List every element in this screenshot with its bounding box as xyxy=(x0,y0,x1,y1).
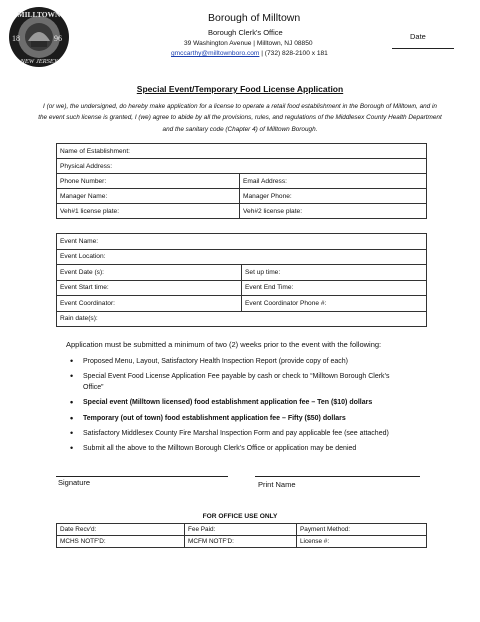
license-number-field[interactable]: License #: xyxy=(297,536,427,548)
signature-label: Signature xyxy=(58,478,91,487)
list-item: • Submit all the above to the Milltown Borough Clerk’s Office or application may be denied xyxy=(70,443,410,454)
phone-text: | (732) 828-2100 x 181 xyxy=(259,50,328,57)
contact-line xyxy=(171,50,328,57)
print-name-line[interactable] xyxy=(255,476,420,477)
event-table xyxy=(56,233,427,327)
physical-address-field[interactable]: Physical Address: xyxy=(57,159,427,174)
coordinator-phone-field[interactable]: Event Coordinator Phone #: xyxy=(242,296,427,312)
event-end-field[interactable]: Event End Time: xyxy=(242,280,427,296)
event-coordinator-field[interactable]: Event Coordinator: xyxy=(57,296,242,312)
veh1-plate-field[interactable]: Veh#1 license plate: xyxy=(57,204,240,219)
requirements-list xyxy=(70,356,410,458)
list-item: • Proposed Menu, Layout, Satisfactory Health Inspection Report (provide copy of each) xyxy=(70,356,410,367)
borough-seal xyxy=(6,5,72,69)
office-use-table xyxy=(56,523,427,548)
seal-bottom-text: NEW JERSEY xyxy=(20,58,58,65)
org-name: Borough of Milltown xyxy=(208,12,301,24)
seal-top-text: MILLTOWN xyxy=(17,10,61,19)
fee-paid-field[interactable]: Fee Paid: xyxy=(185,524,297,536)
payment-method-field[interactable]: Payment Method: xyxy=(297,524,427,536)
office-use-heading: FOR OFFICE USE ONLY xyxy=(202,513,278,520)
setup-time-field[interactable]: Set up time: xyxy=(242,265,427,281)
event-name-field[interactable]: Event Name: xyxy=(57,234,427,250)
mcfm-notified-field[interactable]: MCFM NOTF'D: xyxy=(185,536,297,548)
event-start-field[interactable]: Event Start time: xyxy=(57,280,242,296)
veh2-plate-field[interactable]: Veh#2 license plate: xyxy=(240,204,427,219)
submission-note: Application must be submitted a minimum of two (2) weeks prior to the event with the following: xyxy=(66,340,382,349)
seal-right-text: 96 xyxy=(54,34,62,43)
seal-left-text: 18 xyxy=(12,34,20,43)
list-item: • Temporary (out of town) food establishment application fee – Fifty ($50) dollars xyxy=(70,413,410,424)
form-title: Special Event/Temporary Food License Application xyxy=(136,84,344,94)
office-address: 39 Washington Avenue | Milltown, NJ 08850 xyxy=(184,40,313,47)
manager-phone-field[interactable]: Manager Phone: xyxy=(240,189,427,204)
list-item: • Satisfactory Middlesex County Fire Marshal Inspection Form and pay applicable fee (see attached) xyxy=(70,428,410,439)
phone-number-field[interactable]: Phone Number: xyxy=(57,174,240,189)
manager-name-field[interactable]: Manager Name: xyxy=(57,189,240,204)
print-name-label: Print Name xyxy=(258,480,296,489)
date-label: Date xyxy=(410,32,426,41)
rain-dates-field[interactable]: Rain date(s): xyxy=(57,311,427,327)
list-item: • Special Event Food License Application Fee payable by cash or check to “Milltown Borough Clerk’s Office” xyxy=(70,371,410,394)
establishment-table xyxy=(56,143,427,219)
date-field-line[interactable] xyxy=(392,48,454,49)
event-dates-field[interactable]: Event Date (s): xyxy=(57,265,242,281)
list-item: • Special event (Milltown licensed) food establishment application fee – Ten ($10) dollars xyxy=(70,397,410,408)
email-link[interactable]: gmccarthy@milltownboro.com xyxy=(171,50,260,57)
signature-line[interactable] xyxy=(56,476,228,477)
date-received-field[interactable]: Date Recv'd: xyxy=(57,524,185,536)
email-address-field[interactable]: Email Address: xyxy=(240,174,427,189)
intro-paragraph: I (or we), the undersigned, do hereby make application for a license to operate a retail food establishment in the Borough of Milltown, and in the event such license is granted, I (we) agree to abide by all the provisions, rules, and regulations of the Middlesex County Health Department and the sanitary code (Chapter 4) of Milltown Borough. xyxy=(38,103,442,133)
establishment-name-field[interactable]: Name of Establishment: xyxy=(57,144,427,159)
mchs-notified-field[interactable]: MCHS NOTF'D: xyxy=(57,536,185,548)
event-location-field[interactable]: Event Location: xyxy=(57,249,427,265)
office-name: Borough Clerk's Office xyxy=(208,28,283,37)
